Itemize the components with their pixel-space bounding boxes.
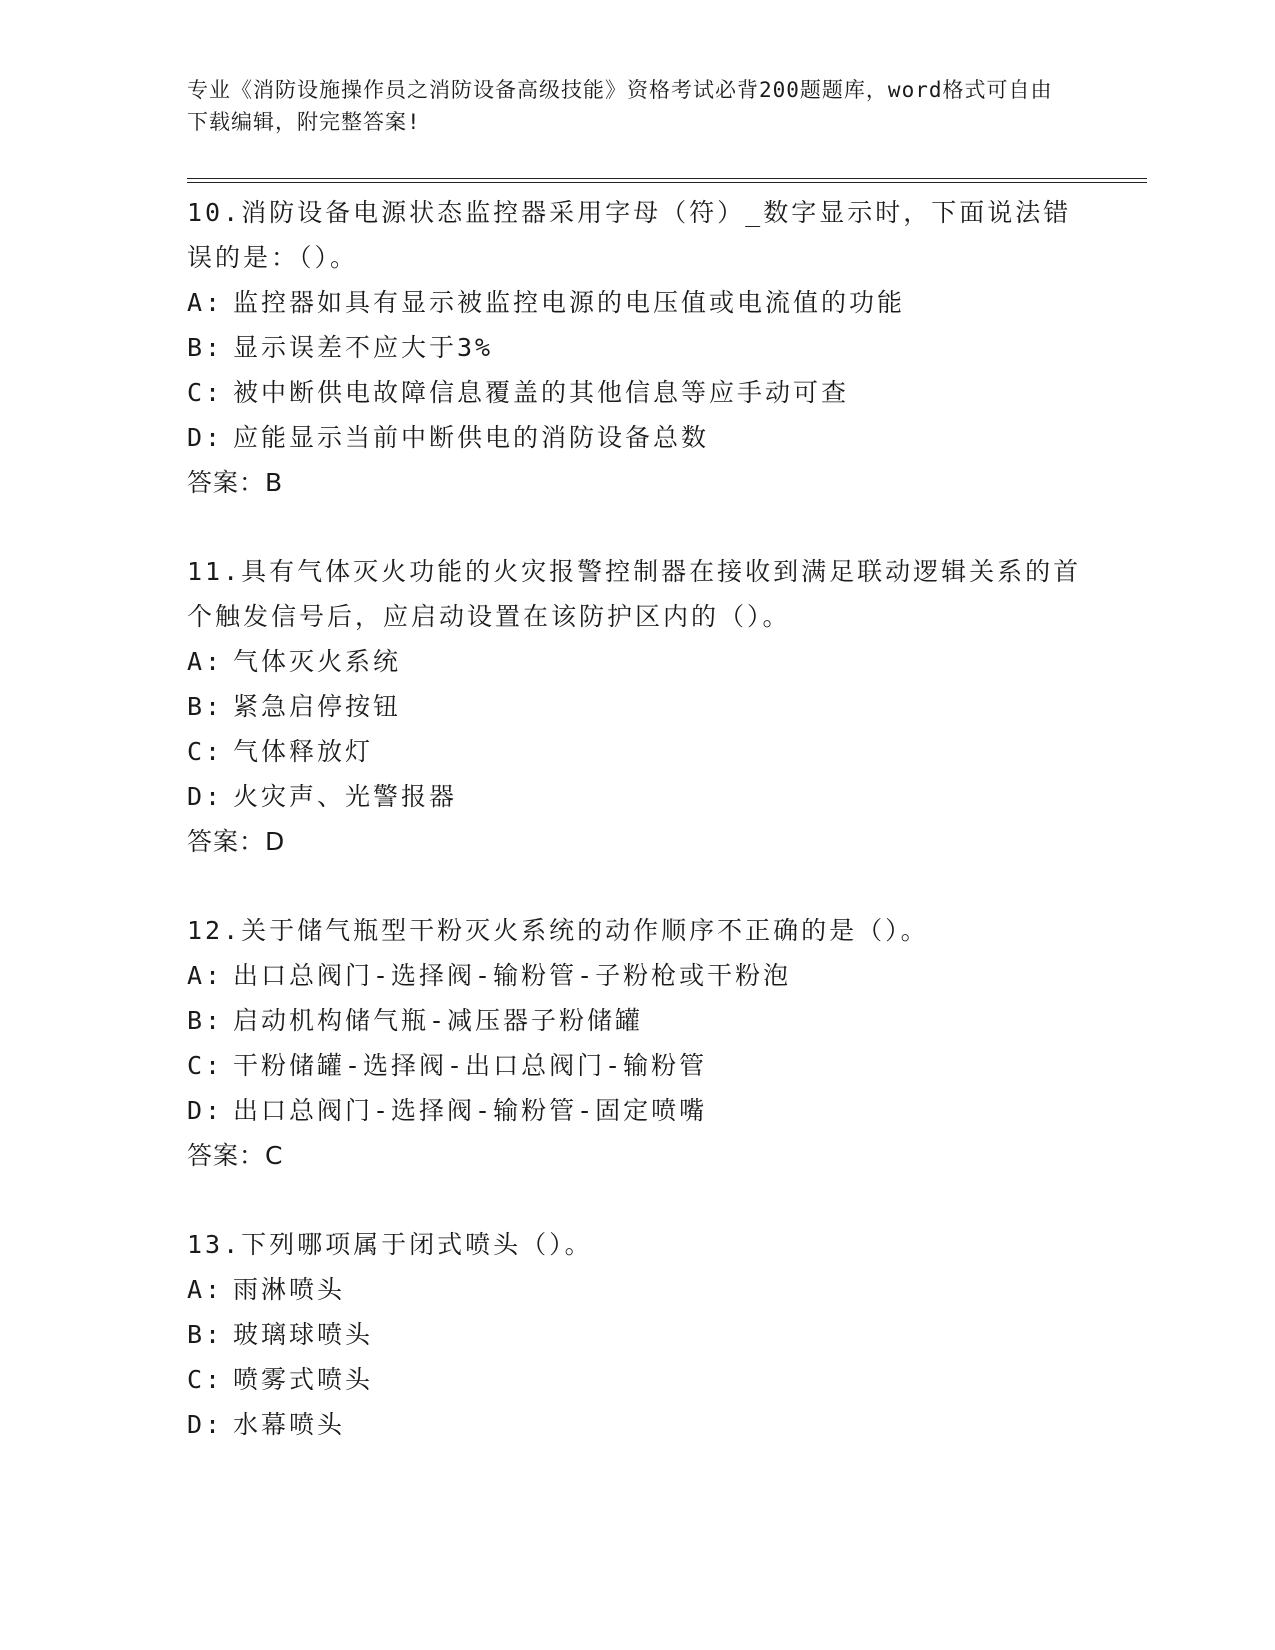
question-12 (187, 908, 1087, 1178)
option-text: 气体灭火系统 (233, 647, 402, 676)
option-letter: B: (187, 333, 224, 362)
option-text: 启动机构储气瓶-减压器子粉储罐 (233, 1006, 644, 1035)
document-header: 专业《消防设施操作员之消防设备高级技能》资格考试必背200题题库，word格式可自由下载编辑，附完整答案! (187, 78, 1053, 134)
question-10 (187, 190, 1087, 505)
option-text: 出口总阀门-选择阀-输粉管-固定喷嘴 (233, 1096, 708, 1125)
answer-line: 答案：B (187, 468, 284, 497)
option-letter: A: (187, 288, 224, 317)
option-c (187, 729, 1087, 774)
option-letter: B: (187, 692, 224, 721)
option-a (187, 280, 1087, 325)
option-text: 雨淋喷头 (233, 1275, 346, 1304)
option-letter: A: (187, 647, 224, 676)
option-text: 出口总阀门-选择阀-输粉管-子粉枪或干粉泡 (233, 961, 792, 990)
option-d (187, 415, 1087, 460)
option-letter: B: (187, 1006, 224, 1035)
option-letter: B: (187, 1320, 224, 1349)
answer-line: 答案：D (187, 827, 286, 856)
question-stem: 12.关于储气瓶型干粉灭火系统的动作顺序不正确的是（）。 (187, 916, 929, 945)
question-spacer (187, 864, 1087, 908)
header-divider-line (187, 178, 1147, 179)
question-spacer (187, 505, 1087, 549)
option-d (187, 1088, 1087, 1133)
option-text: 喷雾式喷头 (233, 1365, 374, 1394)
option-a (187, 639, 1087, 684)
header-divider-line-double (187, 182, 1147, 183)
option-text: 被中断供电故障信息覆盖的其他信息等应手动可查 (233, 378, 850, 407)
question-13 (187, 1222, 1087, 1447)
option-text: 紧急启停按钮 (233, 692, 402, 721)
option-letter: D: (187, 1410, 224, 1439)
option-c (187, 370, 1087, 415)
option-letter: C: (187, 1051, 224, 1080)
option-d (187, 774, 1087, 819)
option-d (187, 1402, 1087, 1447)
option-letter: D: (187, 1096, 224, 1125)
option-text: 显示误差不应大于3% (233, 333, 494, 362)
option-text: 水幕喷头 (233, 1410, 346, 1439)
option-text: 玻璃球喷头 (233, 1320, 374, 1349)
questions-list (187, 190, 1087, 1447)
option-a (187, 1267, 1087, 1312)
option-letter: C: (187, 1365, 224, 1394)
option-b (187, 684, 1087, 729)
option-text: 应能显示当前中断供电的消防设备总数 (233, 423, 710, 452)
option-letter: C: (187, 378, 224, 407)
option-text: 干粉储罐-选择阀-出口总阀门-输粉管 (233, 1051, 708, 1080)
question-stem: 11.具有气体灭火功能的火灾报警控制器在接收到满足联动逻辑关系的首个触发信号后，应启动设置在该防护区内的（）。 (187, 557, 1082, 631)
option-a (187, 953, 1087, 998)
option-letter: A: (187, 1275, 224, 1304)
option-b (187, 1312, 1087, 1357)
option-b (187, 998, 1087, 1043)
answer-line: 答案：C (187, 1141, 284, 1170)
option-letter: C: (187, 737, 224, 766)
option-letter: D: (187, 782, 224, 811)
option-c (187, 1043, 1087, 1088)
option-text: 监控器如具有显示被监控电源的电压值或电流值的功能 (233, 288, 906, 317)
option-c (187, 1357, 1087, 1402)
question-spacer (187, 1178, 1087, 1222)
question-11 (187, 549, 1087, 864)
option-text: 气体释放灯 (233, 737, 374, 766)
option-text: 火灾声、光警报器 (233, 782, 458, 811)
option-letter: A: (187, 961, 224, 990)
option-letter: D: (187, 423, 224, 452)
option-b (187, 325, 1087, 370)
question-stem: 10.消防设备电源状态监控器采用字母（符）_数字显示时，下面说法错误的是：（）。 (187, 198, 1072, 272)
question-stem: 13.下列哪项属于闭式喷头（）。 (187, 1230, 593, 1259)
